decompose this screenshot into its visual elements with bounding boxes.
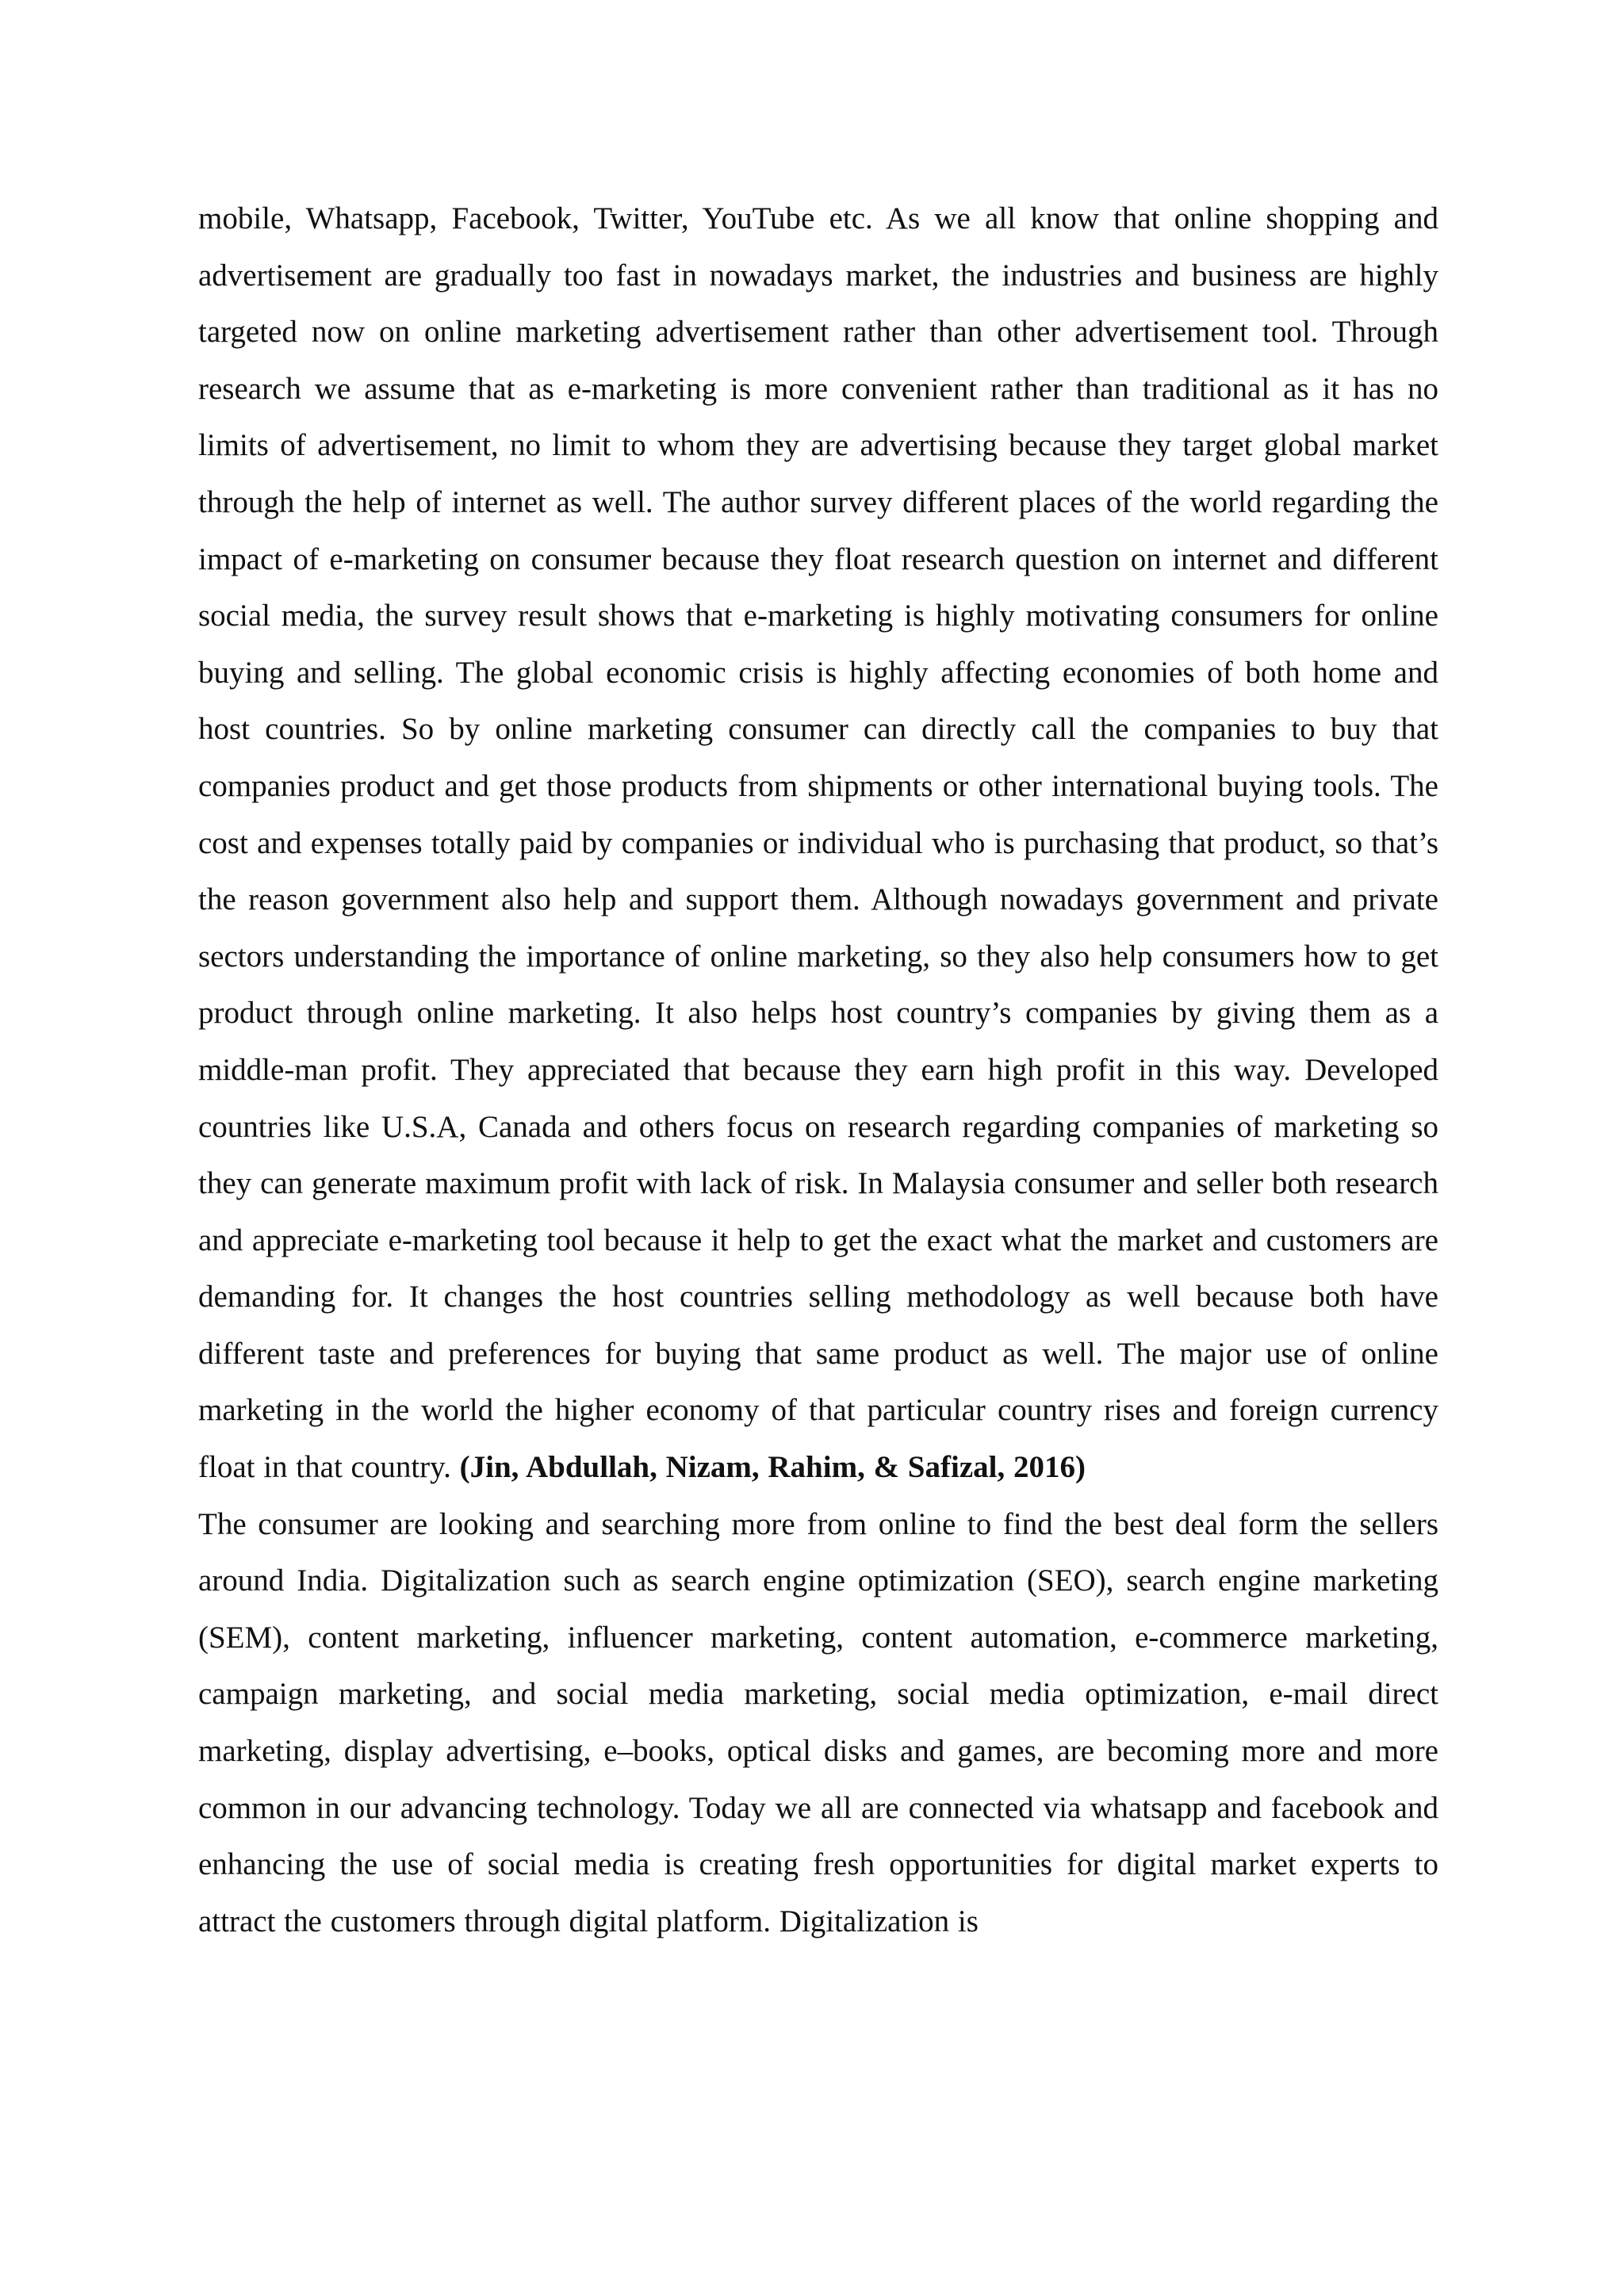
paragraph-1 xyxy=(198,190,1438,1496)
paragraph-2 xyxy=(198,1496,1438,1950)
paragraph-1-text: mobile, Whatsapp, Facebook, Twitter, YouTube etc. As we all know that online shopping and advertisement are gradually too fast in nowadays market, the industries and business are highly targeted now on online marketing advertisement rather than other advertisement tool. Through research we assume that as e-marketing is more convenient rather than traditional as it has no limits of advertisement, no limit to whom they are advertising because they target global market through the help of internet as well. The author survey different places of the world regarding the impact of e-marketing on consumer because they float research question on internet and different social media, the survey result shows that e-marketing is highly motivating consumers for online buying and selling. The global economic crisis is highly affecting economies of both home and host countries. So by online marketing consumer can directly call the companies to buy that companies product and get those products from shipments or other international buying tools. The cost and expenses totally paid by companies or individual who is purchasing that product, so that’s the reason government also help and support them. Although nowadays government and private sectors understanding the importance of online marketing, so they also help consumers how to get product through online marketing. It also helps host country’s companies by giving them as a middle-man profit. They appreciated that because they earn high profit in this way. Developed countries like U.S.A, Canada and others focus on research regarding companies of marketing so they can generate maximum profit with lack of risk. In Malaysia consumer and seller both research and appreciate e-marketing tool because it help to get the exact what the market and customers are demanding for. It changes the host countries selling methodology as well because both have different taste and preferences for buying that same product as well. The major use of online marketing in the world the higher economy of that particular country rises and foreign currency float in that country. xyxy=(198,201,1438,1485)
body-text xyxy=(198,190,1438,1950)
paragraph-2-text: The consumer are looking and searching more from online to find the best deal form the sellers around India. Digitalization such as search engine optimization (SEO), search engine marketing (SEM), content marketing, influencer marketing, content automation, e-commerce marketing, campaign marketing, and social media marketing, social media optimization, e-mail direct marketing, display advertising, e–books, optical disks and games, are becoming more and more common in our advancing technology. Today we all are connected via whatsapp and facebook and enhancing the use of social media is creating fresh opportunities for digital market experts to attract the customers through digital platform. Digitalization is xyxy=(198,1506,1438,1938)
citation: (Jin, Abdullah, Nizam, Rahim, & Safizal, 2016) xyxy=(459,1450,1086,1485)
